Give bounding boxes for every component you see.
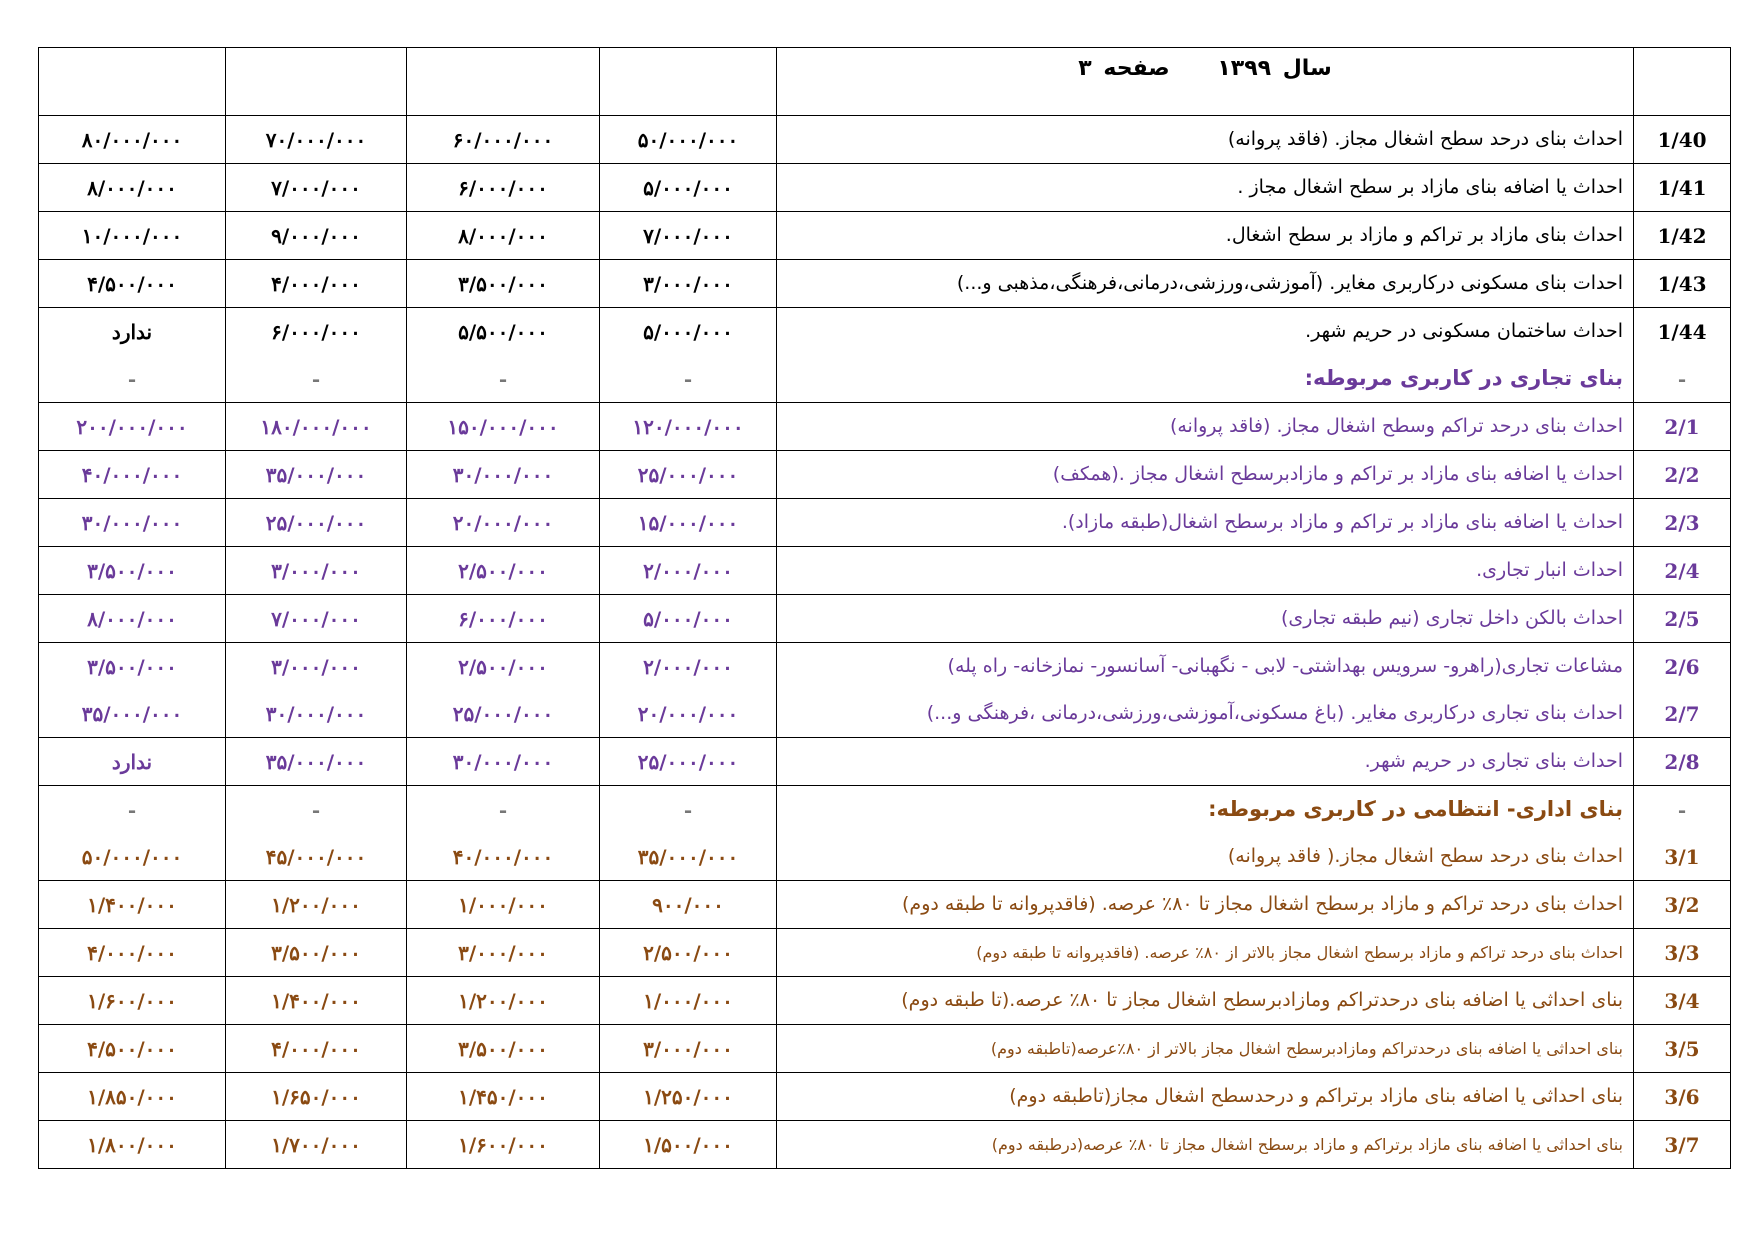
value-cell-v2: ۱/۲۰۰/۰۰۰ [407,977,600,1025]
table-row [39,643,1731,691]
code-cell: 3/1 [1634,833,1731,881]
code-cell: 3/6 [1634,1073,1731,1121]
header-cell-v2 [407,48,600,116]
code-cell: 2/1 [1634,403,1731,451]
table-row [39,164,1731,212]
description-cell: بنای اداری- انتظامی در کاربری مربوطه: [777,786,1634,834]
value-cell-v3: - [226,355,407,403]
value-cell-v3: ۳/۰۰۰/۰۰۰ [226,547,407,595]
header-row [39,48,1731,116]
table-row [39,738,1731,786]
description-cell: بنای تجاری در کاربری مربوطه: [777,355,1634,403]
value-cell-v3: ۳۵/۰۰۰/۰۰۰ [226,451,407,499]
description-cell: احداث بنای درحد سطح اشغال مجاز. (فاقد پروانه) [777,116,1634,164]
value-cell-v3: ۹/۰۰۰/۰۰۰ [226,212,407,260]
description-cell: احداث بنای مازاد بر تراکم و مازاد بر سطح اشغال. [777,212,1634,260]
value-cell-v2: ۶/۰۰۰/۰۰۰ [407,164,600,212]
table-row [39,116,1731,164]
value-cell-v3: ۷/۰۰۰/۰۰۰ [226,164,407,212]
page-title [777,48,1634,116]
value-cell-v2: ۴۰/۰۰۰/۰۰۰ [407,833,600,881]
value-cell-v4: ۳/۵۰۰/۰۰۰ [39,643,226,691]
header-cell-v1 [600,48,777,116]
page-label: صفحه ۳ [1078,56,1170,81]
value-cell-v4: ۳۵/۰۰۰/۰۰۰ [39,690,226,738]
value-cell-v4: ۱/۸۵۰/۰۰۰ [39,1073,226,1121]
description-cell: بنای احداثی یا اضافه بنای مازاد برتراکم و درحدسطح اشغال مجاز(تاطبقه دوم) [777,1073,1634,1121]
value-cell-v1: ۱/۲۵۰/۰۰۰ [600,1073,777,1121]
value-cell-v2: - [407,786,600,834]
value-cell-v4: ۸/۰۰۰/۰۰۰ [39,164,226,212]
code-cell: - [1634,786,1731,834]
value-cell-v1: ۲۵/۰۰۰/۰۰۰ [600,451,777,499]
value-cell-v3: ۱/۴۰۰/۰۰۰ [226,977,407,1025]
value-cell-v4: ۸۰/۰۰۰/۰۰۰ [39,116,226,164]
code-cell: 3/7 [1634,1121,1731,1169]
value-cell-v1: - [600,786,777,834]
value-cell-v3: ۴۵/۰۰۰/۰۰۰ [226,833,407,881]
value-cell-v2: ۳۰/۰۰۰/۰۰۰ [407,451,600,499]
table-row [39,833,1731,881]
value-cell-v4: - [39,786,226,834]
code-cell: 2/5 [1634,595,1731,643]
value-cell-v1: ۲۰/۰۰۰/۰۰۰ [600,690,777,738]
table-row [39,690,1731,738]
value-cell-v1: ۹۰۰/۰۰۰ [600,881,777,929]
value-cell-v2: ۲/۵۰۰/۰۰۰ [407,547,600,595]
code-cell: 1/40 [1634,116,1731,164]
section-heading-row [39,786,1731,834]
code-cell: 2/7 [1634,690,1731,738]
description-cell: احداث بالکن داخل تجاری (نیم طبقه تجاری) [777,595,1634,643]
table-row [39,1073,1731,1121]
value-cell-v3: ۷۰/۰۰۰/۰۰۰ [226,116,407,164]
value-cell-v2: ۳/۵۰۰/۰۰۰ [407,1025,600,1073]
value-cell-v4: ۵۰/۰۰۰/۰۰۰ [39,833,226,881]
value-cell-v4: ۸/۰۰۰/۰۰۰ [39,595,226,643]
code-cell: 1/44 [1634,308,1731,356]
code-cell: 2/8 [1634,738,1731,786]
value-cell-v1: ۳/۰۰۰/۰۰۰ [600,1025,777,1073]
value-cell-v4: ندارد [39,308,226,356]
header-cell-code [1634,48,1731,116]
code-cell: 2/2 [1634,451,1731,499]
value-cell-v4: ۲۰۰/۰۰۰/۰۰۰ [39,403,226,451]
code-cell: 3/4 [1634,977,1731,1025]
value-cell-v3: ۱۸۰/۰۰۰/۰۰۰ [226,403,407,451]
year-label: سال ۱۳۹۹ [1217,56,1332,81]
value-cell-v3: ۴/۰۰۰/۰۰۰ [226,260,407,308]
value-cell-v1: ۷/۰۰۰/۰۰۰ [600,212,777,260]
tariff-table [38,47,1731,1169]
table-row [39,308,1731,356]
value-cell-v2: ۳/۵۰۰/۰۰۰ [407,260,600,308]
value-cell-v3: ۱/۶۵۰/۰۰۰ [226,1073,407,1121]
table-row [39,403,1731,451]
section-heading-row [39,355,1731,403]
code-cell: 1/42 [1634,212,1731,260]
value-cell-v1: ۳/۰۰۰/۰۰۰ [600,260,777,308]
value-cell-v3: - [226,786,407,834]
header-cell-v3 [226,48,407,116]
value-cell-v4: ندارد [39,738,226,786]
value-cell-v3: ۳/۵۰۰/۰۰۰ [226,929,407,977]
value-cell-v1: ۲/۰۰۰/۰۰۰ [600,547,777,595]
value-cell-v4: ۱/۶۰۰/۰۰۰ [39,977,226,1025]
description-cell: احداث یا اضافه بنای مازاد بر سطح اشغال مجاز . [777,164,1634,212]
value-cell-v4: ۳۰/۰۰۰/۰۰۰ [39,499,226,547]
description-cell: احداث بنای درحد تراکم و مازاد برسطح اشغال مجاز تا ۸۰٪ عرصه. (فاقدپروانه تا طبقه دوم) [777,881,1634,929]
value-cell-v4: ۴۰/۰۰۰/۰۰۰ [39,451,226,499]
table-row [39,547,1731,595]
code-cell: 2/4 [1634,547,1731,595]
value-cell-v4: ۴/۰۰۰/۰۰۰ [39,929,226,977]
code-cell: 3/5 [1634,1025,1731,1073]
table-row [39,595,1731,643]
tariff-table-body [39,48,1731,1169]
header-cell-v4 [39,48,226,116]
table-row [39,929,1731,977]
value-cell-v2: ۲۰/۰۰۰/۰۰۰ [407,499,600,547]
description-cell: احداث بنای تجاری در حریم شهر. [777,738,1634,786]
description-cell: مشاعات تجاری(راهرو- سرویس بهداشتی- لابی - نگهبانی- آسانسور- نمازخانه- راه پله) [777,643,1634,691]
table-row [39,451,1731,499]
code-cell: 1/41 [1634,164,1731,212]
value-cell-v4: - [39,355,226,403]
value-cell-v1: ۲/۵۰۰/۰۰۰ [600,929,777,977]
value-cell-v2: ۶/۰۰۰/۰۰۰ [407,595,600,643]
value-cell-v1: ۵/۰۰۰/۰۰۰ [600,164,777,212]
table-row [39,881,1731,929]
value-cell-v3: ۳/۰۰۰/۰۰۰ [226,643,407,691]
value-cell-v1: ۳۵/۰۰۰/۰۰۰ [600,833,777,881]
description-cell: احداث بنای درحد سطح اشغال مجاز.( فاقد پروانه) [777,833,1634,881]
value-cell-v1: ۵/۰۰۰/۰۰۰ [600,595,777,643]
code-cell: - [1634,355,1731,403]
description-cell: بنای احداثی یا اضافه بنای مازاد برتراکم و مازاد برسطح اشغال مجاز تا ۸۰٪ عرصه(درطبقه دوم) [777,1121,1634,1169]
value-cell-v3: ۷/۰۰۰/۰۰۰ [226,595,407,643]
code-cell: 3/2 [1634,881,1731,929]
value-cell-v4: ۱/۴۰۰/۰۰۰ [39,881,226,929]
table-row [39,499,1731,547]
description-cell: احدات بنای مسکونی درکاربری مغایر. (آموزشی،ورزشی،درمانی،فرهنگی،مذهبی و...) [777,260,1634,308]
value-cell-v1: ۵/۰۰۰/۰۰۰ [600,308,777,356]
code-cell: 1/43 [1634,260,1731,308]
value-cell-v3: ۳۰/۰۰۰/۰۰۰ [226,690,407,738]
code-cell: 3/3 [1634,929,1731,977]
value-cell-v4: ۱۰/۰۰۰/۰۰۰ [39,212,226,260]
value-cell-v2: ۱۵۰/۰۰۰/۰۰۰ [407,403,600,451]
value-cell-v1: ۱۲۰/۰۰۰/۰۰۰ [600,403,777,451]
value-cell-v2: ۳/۰۰۰/۰۰۰ [407,929,600,977]
value-cell-v2: ۱/۴۵۰/۰۰۰ [407,1073,600,1121]
value-cell-v2: ۸/۰۰۰/۰۰۰ [407,212,600,260]
description-cell: احداث یا اضافه بنای مازاد بر تراکم و مازادبرسطح اشغال مجاز .(همکف) [777,451,1634,499]
value-cell-v2: ۲۵/۰۰۰/۰۰۰ [407,690,600,738]
value-cell-v2: - [407,355,600,403]
table-row [39,212,1731,260]
table-row [39,1025,1731,1073]
description-cell: احداث یا اضافه بنای مازاد بر تراکم و مازاد برسطح اشغال(طبقه مازاد). [777,499,1634,547]
description-cell: احداث انبار تجاری. [777,547,1634,595]
value-cell-v1: ۱/۰۰۰/۰۰۰ [600,977,777,1025]
value-cell-v4: ۴/۵۰۰/۰۰۰ [39,1025,226,1073]
value-cell-v2: ۱/۰۰۰/۰۰۰ [407,881,600,929]
value-cell-v3: ۱/۷۰۰/۰۰۰ [226,1121,407,1169]
value-cell-v3: ۱/۲۰۰/۰۰۰ [226,881,407,929]
value-cell-v2: ۶۰/۰۰۰/۰۰۰ [407,116,600,164]
description-cell: احداث بنای تجاری درکاربری مغایر. (باغ مسکونی،آموزشی،ورزشی،درمانی ،فرهنگی و...) [777,690,1634,738]
description-cell: احداث ساختمان مسکونی در حریم شهر. [777,308,1634,356]
value-cell-v3: ۲۵/۰۰۰/۰۰۰ [226,499,407,547]
value-cell-v2: ۳۰/۰۰۰/۰۰۰ [407,738,600,786]
value-cell-v4: ۴/۵۰۰/۰۰۰ [39,260,226,308]
description-cell: احداث بنای درحد تراکم و مازاد برسطح اشغال مجاز بالاتر از ۸۰٪ عرصه. (فاقدپروانه تا طبقه دوم) [777,929,1634,977]
code-cell: 2/3 [1634,499,1731,547]
value-cell-v4: ۳/۵۰۰/۰۰۰ [39,547,226,595]
description-cell: بنای احداثی یا اضافه بنای درحدتراکم ومازادبرسطح اشغال مجاز بالاتر از ۸۰٪عرصه(تاطبقه دوم) [777,1025,1634,1073]
value-cell-v1: ۱۵/۰۰۰/۰۰۰ [600,499,777,547]
description-cell: بنای احداثی یا اضافه بنای درحدتراکم ومازادبرسطح اشغال مجاز تا ۸۰٪ عرصه.(تا طبقه دوم) [777,977,1634,1025]
table-row [39,977,1731,1025]
value-cell-v1: ۲/۰۰۰/۰۰۰ [600,643,777,691]
table-row [39,1121,1731,1169]
value-cell-v1: - [600,355,777,403]
value-cell-v3: ۳۵/۰۰۰/۰۰۰ [226,738,407,786]
value-cell-v4: ۱/۸۰۰/۰۰۰ [39,1121,226,1169]
value-cell-v3: ۶/۰۰۰/۰۰۰ [226,308,407,356]
value-cell-v1: ۱/۵۰۰/۰۰۰ [600,1121,777,1169]
value-cell-v2: ۲/۵۰۰/۰۰۰ [407,643,600,691]
value-cell-v3: ۴/۰۰۰/۰۰۰ [226,1025,407,1073]
value-cell-v2: ۱/۶۰۰/۰۰۰ [407,1121,600,1169]
value-cell-v1: ۲۵/۰۰۰/۰۰۰ [600,738,777,786]
code-cell: 2/6 [1634,643,1731,691]
value-cell-v2: ۵/۵۰۰/۰۰۰ [407,308,600,356]
table-row [39,260,1731,308]
description-cell: احداث بنای درحد تراکم وسطح اشغال مجاز. (فاقد پروانه) [777,403,1634,451]
value-cell-v1: ۵۰/۰۰۰/۰۰۰ [600,116,777,164]
